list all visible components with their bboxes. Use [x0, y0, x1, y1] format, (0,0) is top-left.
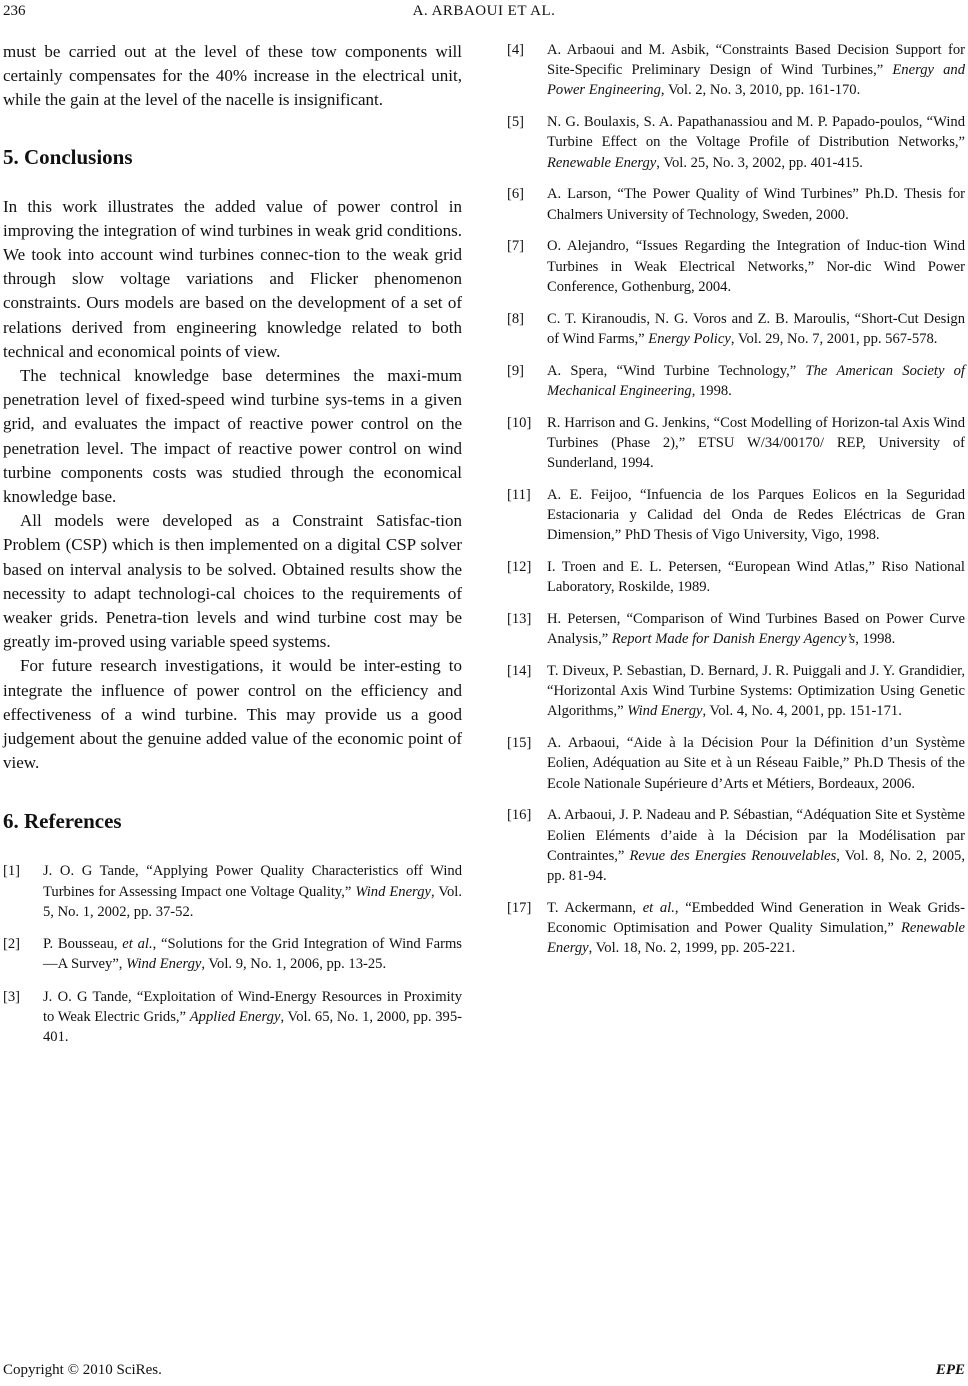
- page-footer: [0, 1362, 968, 1382]
- reference-segment: T. Diveux, P. Sebastian, D. Bernard, J. R. Puiggali and J. Y. Grandidier, “Horizontal Axis Wind Turbine Systems: Optimization Using Genetic Algorithms,”: [547, 663, 965, 720]
- reference-source-title: Energy Policy: [648, 330, 731, 347]
- reference-item: [507, 361, 965, 401]
- reference-text: [547, 557, 965, 597]
- reference-text: [547, 413, 965, 474]
- reference-item: [507, 413, 965, 474]
- reference-source-title: Wind Energy: [355, 883, 431, 900]
- conclusions-heading: 5. Conclusions: [3, 144, 133, 169]
- reference-text: [547, 112, 965, 173]
- reference-segment: , 1998.: [855, 631, 896, 648]
- reference-segment: , Vol. 25, No. 3, 2002, pp. 401-415.: [656, 154, 863, 171]
- reference-number: [6]: [507, 186, 525, 203]
- reference-segment: N. G. Boulaxis, S. A. Papathanassiou and M. P. Papado-poulos, “Wind Turbine Effect on the Voltage Profile of Distribution Networks,”: [547, 114, 965, 151]
- reference-text: [547, 309, 965, 349]
- reference-source-title: Energy and Power Engineering: [547, 62, 965, 99]
- references-list-right: [507, 40, 965, 958]
- reference-item: [507, 661, 965, 722]
- reference-segment: , “Embedded Wind Generation in Weak Grids-Economic Optimisation and Power Quality Simulation,”: [547, 899, 965, 937]
- reference-source-title: Report Made for Danish Energy Agency’s: [611, 631, 856, 648]
- conclusions-paragraph-3: All models were developed as a Constraint Satisfac-tion Problem (CSP) which is then implemented on a digital CSP solver based on interval analysis to be solved. Obtained results show the necessity to adapt technologi-cal choices to the requirements of weaker grids. Penetra-tion levels and wind turbine cost may be greatly im-proved using variable speed systems.: [3, 511, 462, 652]
- reference-segment: , 1998.: [691, 382, 732, 399]
- reference-text: [547, 898, 965, 959]
- reference-item: [507, 805, 965, 886]
- reference-source-title: Wind Energy: [627, 703, 703, 720]
- reference-number: [13]: [507, 611, 532, 628]
- reference-item: [507, 557, 965, 597]
- reference-source-title: et al.: [642, 899, 675, 916]
- reference-item: [3, 861, 462, 922]
- reference-text: [547, 733, 965, 794]
- conclusions-paragraph-2: The technical knowledge base determines the maxi-mum penetration level of fixed-speed wind turbine sys-tems in a given grid, and evaluates the impact of reactive power control on the penetration level. The impact of reactive power control on wind turbine components costs was studied through the economical knowledge base.: [3, 366, 462, 507]
- reference-text: [547, 361, 965, 401]
- reference-number: [4]: [507, 42, 525, 58]
- running-head: A. ARBAOUI ET AL.: [412, 3, 556, 19]
- reference-segment: P. Bousseau,: [43, 936, 123, 953]
- reference-segment: I. Troen and E. L. Petersen, “European Wind Atlas,” Riso National Laboratory, Roskilde, 1989.: [547, 559, 965, 596]
- reference-number: [10]: [507, 414, 532, 431]
- reference-number: [1]: [3, 863, 21, 880]
- reference-segment: , “Solutions for the Grid Integration of Wind Farms—A Survey”,: [43, 936, 462, 973]
- reference-number: [7]: [507, 238, 525, 255]
- reference-segment: , Vol. 4, No. 4, 2001, pp. 151-171.: [702, 703, 902, 720]
- reference-item: [507, 609, 965, 649]
- reference-segment: , Vol. 2, No. 3, 2010, pp. 161-170.: [660, 82, 861, 99]
- reference-number: [3]: [3, 988, 21, 1005]
- page-number: 236: [3, 3, 26, 19]
- reference-number: [5]: [507, 114, 525, 131]
- reference-item: [507, 184, 965, 224]
- reference-text: [43, 934, 462, 974]
- reference-text: [43, 861, 462, 922]
- reference-segment: R. Harrison and G. Jenkins, “Cost Modelling of Horizon-tal Axis Wind Turbines (Phase 2),” ETSU W/34/00170/ REP, University of Sunderland, 1994.: [547, 414, 965, 472]
- left-column: [3, 40, 462, 1059]
- reference-segment: , Vol. 29, No. 7, 2001, pp. 567-578.: [730, 330, 938, 347]
- reference-number: [15]: [507, 735, 532, 752]
- reference-segment: A. Arbaoui, “Aide à la Décision Pour la Définition d’un Système Eolien, Adéquation au Site et à un Réseau Faible,” Ph.D Thesis of the Ecole Nationale Supérieure d’Arts et Métiers, Bordeaux, 2006.: [547, 735, 965, 792]
- reference-item: [507, 236, 965, 297]
- reference-item: [507, 898, 965, 959]
- copyright-notice: Copyright © 2010 SciRes.: [3, 1362, 162, 1378]
- reference-segment: A. E. Feijoo, “Infuencia de los Parques Eolicos en la Seguridad Estacionaria y Calidad del Onda de Redes Eléctricas de Gran Dimension,” PhD Thesis of Vigo University, Vigo, 1998.: [547, 486, 965, 544]
- reference-item: [507, 485, 965, 546]
- references-heading: 6. References: [3, 809, 122, 834]
- conclusions-paragraph-4: For future research investigations, it would be inter-esting to integrate the influence of power control on the efficiency and effectiveness of a wind turbine. This may provide us a good judgement about the genuine added value of the economic point of view.: [3, 656, 462, 773]
- reference-segment: A. Spera, “Wind Turbine Technology,”: [547, 362, 806, 379]
- reference-source-title: Revue des Energies Renouvelables: [629, 847, 837, 864]
- reference-number: [16]: [507, 807, 532, 824]
- reference-text: [547, 236, 965, 297]
- reference-number: [8]: [507, 310, 525, 327]
- reference-number: [14]: [507, 663, 532, 680]
- reference-source-title: Renewable Energy: [547, 154, 657, 171]
- reference-text: [547, 485, 965, 546]
- reference-segment: A. Arbaoui, J. P. Nadeau and P. Sébastian, “Adéquation Site et Système Eolien Eléments d’aide à la Décision par la Modélisation par Contraintes,”: [547, 807, 965, 864]
- reference-source-title: et al.: [122, 936, 153, 953]
- reference-text: [547, 184, 965, 224]
- reference-segment: , Vol. 18, No. 2, 1999, pp. 205-221.: [588, 940, 796, 957]
- reference-item: [507, 733, 965, 794]
- reference-number: [11]: [507, 486, 531, 503]
- reference-source-title: The American Society of Mechanical Engineering: [547, 362, 965, 399]
- intro-paragraph: must be carried out at the level of these tow components will certainly compensates for the 40% increase in the electrical unit, while the gain at the level of the nacelle is insignificant.: [3, 42, 462, 110]
- reference-source-title: Wind Energy: [126, 956, 202, 973]
- reference-text: [547, 40, 965, 101]
- reference-source-title: Applied Energy: [189, 1008, 281, 1025]
- journal-abbreviation: EPE: [935, 1362, 965, 1378]
- reference-number: [2]: [3, 936, 21, 953]
- reference-segment: J. O. G Tande, “Exploitation of Wind-Energy Resources in Proximity to Weak Electric Grids,”: [43, 988, 462, 1025]
- reference-segment: C. T. Kiranoudis, N. G. Voros and Z. B. Maroulis, “Short-Cut Design of Wind Farms,”: [547, 310, 965, 347]
- reference-number: [17]: [507, 899, 532, 916]
- conclusions-paragraph-1: In this work illustrates the added value of power control in improving the integration of wind turbines in weak grid conditions. We took into account wind turbines connec-tion to the weak grid through slow voltage variations and Flicker phenomenon constraints. Ours models are based on the development of a set of relations derived from engineering knowledge related to both technical and economical points of view.: [3, 196, 462, 361]
- reference-segment: O. Alejandro, “Issues Regarding the Integration of Induc-tion Wind Turbines in Weak Electrical Networks,” Nor-dic Wind Power Conference, Gothenburg, 2004.: [547, 238, 965, 295]
- reference-item: [507, 112, 965, 173]
- reference-item: [3, 987, 462, 1048]
- reference-text: [547, 661, 965, 722]
- references-list-left: [3, 861, 462, 1047]
- page-header: [0, 3, 968, 27]
- reference-segment: H. Petersen, “Comparison of Wind Turbines Based on Power Curve Analysis,”: [547, 611, 965, 648]
- reference-segment: T. Ackermann,: [547, 899, 643, 916]
- reference-item: [507, 40, 965, 101]
- reference-segment: J. O. G Tande, “Applying Power Quality Characteristics off Wind Turbines for Assessing Impact one Voltage Quality,”: [43, 863, 462, 900]
- reference-segment: , Vol. 5, No. 1, 2002, pp. 37-52.: [43, 883, 462, 920]
- reference-text: [43, 987, 462, 1048]
- reference-segment: , Vol. 9, No. 1, 2006, pp. 13-25.: [201, 956, 387, 973]
- reference-item: [3, 934, 462, 974]
- reference-segment: A. Larson, “The Power Quality of Wind Turbines” Ph.D. Thesis for Chalmers University of Technology, Sweden, 2000.: [547, 186, 965, 223]
- reference-segment: , Vol. 8, No. 2, 2005, pp. 81-94.: [547, 847, 965, 885]
- right-column: [507, 40, 965, 970]
- reference-number: [12]: [507, 559, 532, 576]
- reference-number: [9]: [507, 362, 525, 379]
- reference-item: [507, 309, 965, 349]
- reference-segment: A. Arbaoui and M. Asbik, “Constraints Based Decision Support for Site-Specific Preliminary Design of Wind Turbines,”: [547, 42, 965, 79]
- reference-text: [547, 609, 965, 649]
- reference-segment: , Vol. 65, No. 1, 2000, pp. 395-401.: [43, 1008, 462, 1045]
- reference-text: [547, 805, 965, 886]
- reference-source-title: Renewable Energy: [547, 920, 965, 957]
